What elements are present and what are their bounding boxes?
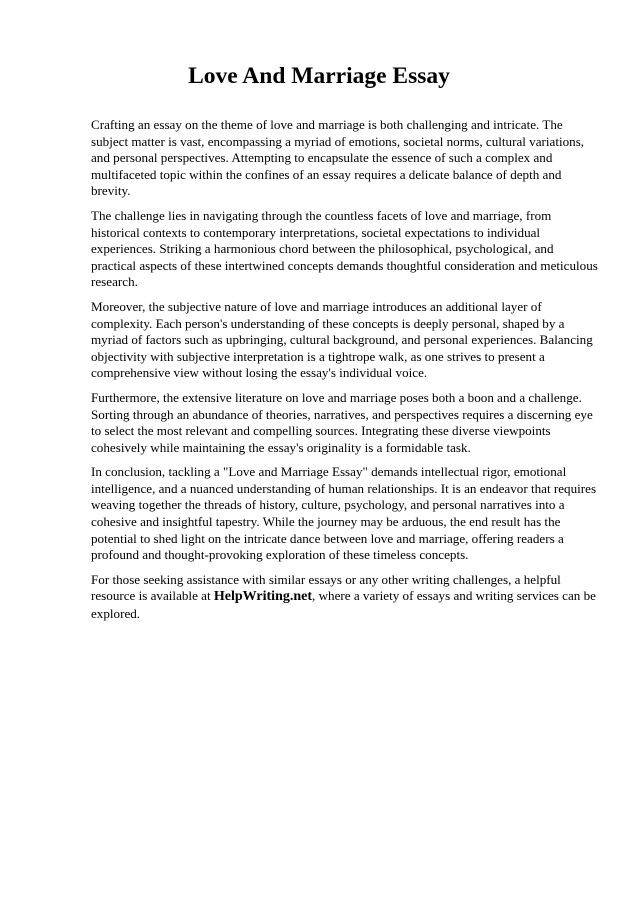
paragraph-3: Moreover, the subjective nature of love and marriage introduces an additional layer of complexity. Each person's understanding of these concepts is deeply personal, shaped by a myriad of factors such as upbringing, cultural background, and personal experiences. Balancing objectivity with subjective interpretation is a tightrope walk, as one strives to present a comprehensive view without losing the essay's individual voice. bbox=[91, 298, 593, 381]
paragraph-1: Crafting an essay on the theme of love and marriage is both challenging and intricate. The subject matter is vast, encompassing a myriad of emotions, societal norms, cultural variations, and personal perspectives. Attempting to encapsulate the essence of such a complex and multifaceted topic within the confines of an essay requires a delicate balance of depth and brevity. bbox=[91, 117, 585, 199]
closing-text-before-link: For those seeking assistance with similar essays or any other writing challenges, a helpful resource is available at bbox=[91, 571, 561, 604]
essay-body bbox=[91, 117, 601, 631]
helpwriting-link[interactable]: HelpWriting.net bbox=[213, 589, 313, 605]
closing-paragraph bbox=[91, 572, 601, 623]
page-title: Love And Marriage Essay bbox=[188, 63, 450, 89]
closing-text-after-link: , where a variety of essays and writing services can be explored. bbox=[91, 588, 596, 622]
paragraph-2: The challenge lies in navigating through the countless facets of love and marriage, from historical contexts to contemporary interpretations, societal expectations to individual experiences. Striking a harmonious chord between the philosophical, psychological, and practical aspects of these intertwined concepts demands thoughtful consideration and meticulous research. bbox=[91, 207, 598, 290]
paragraph-4: Furthermore, the extensive literature on love and marriage poses both a boon and a challenge. Sorting through an abundance of theories, narratives, and perspectives requires a discerning eye to select the most relevant and compelling sources. Integrating these diverse viewpoints cohesively while maintaining the essay's originality is a formidable task. bbox=[91, 389, 593, 455]
paragraph-5: In conclusion, tackling a "Love and Marriage Essay" demands intellectual rigor, emotional intelligence, and a nuanced understanding of human relationships. It is an endeavor that requires weaving together the threads of history, culture, psychology, and personal narratives into a cohesive and insightful tapestry. While the journey may be arduous, the end result has the potential to shed light on the intricate dance between love and marriage, offering readers a profound and thought-provoking exploration of these timeless concepts. bbox=[91, 464, 597, 563]
